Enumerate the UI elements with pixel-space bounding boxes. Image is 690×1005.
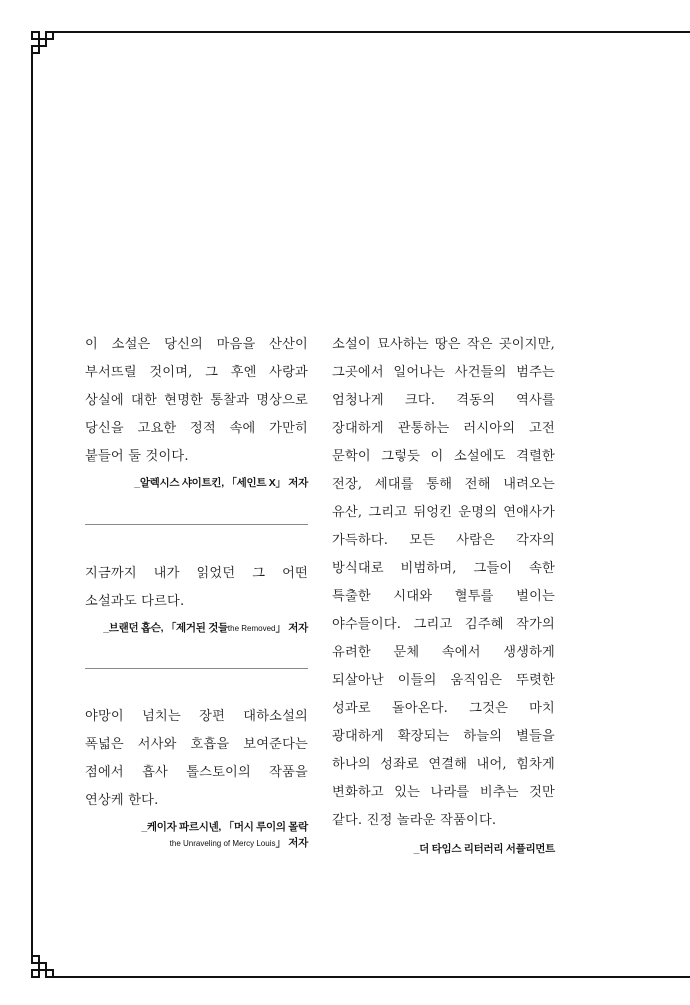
attribution-end: 」 저자 bbox=[275, 622, 308, 634]
attribution-main: _브랜던 홉슨, 「제거된 것들 bbox=[103, 622, 228, 634]
attribution-english-title: the Unraveling of Mercy Louis bbox=[169, 839, 276, 848]
quote-attribution-line-1: _케이자 파르시넨, 「머시 루이의 몰락 bbox=[141, 821, 308, 833]
separator-line-1 bbox=[85, 524, 308, 525]
left-column-quote-2 bbox=[85, 560, 308, 637]
quote-attribution: _알렉시스 샤이트킨, 「세인트 X」 저자 bbox=[134, 477, 308, 489]
separator-line-2 bbox=[85, 668, 308, 669]
right-column bbox=[332, 331, 555, 857]
frame-left-line bbox=[31, 53, 33, 958]
quote-block-3 bbox=[85, 703, 308, 852]
left-column bbox=[85, 331, 308, 491]
review-attribution: _더 타임스 리터러리 서플리먼트 bbox=[413, 843, 555, 855]
left-column-quote-3 bbox=[85, 703, 308, 852]
quote-block-2 bbox=[85, 560, 308, 637]
quote-text: 지금까지 내가 읽었던 그 어떤 소설과도 다르다. bbox=[85, 566, 308, 609]
quote-text: 야망이 넘치는 장편 대하소설의 폭넓은 서사와 호흡을 보여준다는 점에서 흡사 톨스토이의 작품을 연상케 한다. bbox=[85, 709, 308, 808]
review-text: 소설이 묘사하는 땅은 작은 곳이지만, 그곳에서 일어나는 사건들의 범주는 엄청나게 크다. 격동의 역사를 장대하게 관통하는 러시아의 고전 문학이 그렇듯 이 소설에도 격렬한 전장, 세대를 통해 전해 내려오는 유산, 그리고 뒤엉킨 운명의 연애사가 가득하다. 모든 사람은 각자의 방식대로 비범하며, 그들이 속한 특출한 시대와 혈투를 벌이는 야수들이다. 그리고 김주혜 작가의 유려한 문체 속에서 생생하게 되살아난 이들의 움직임은 뚜렷한 성과로 돌아온다. 그것은 마치 광대하게 확장되는 하늘의 별들을 하나의 성좌로 연결해 내어, 힘차게 변화하고 있는 나라를 비추는 것만 같다. 진정 놀라운 작품이다. bbox=[332, 337, 555, 828]
frame-bottom-line bbox=[53, 976, 690, 978]
review-block bbox=[332, 331, 555, 857]
quote-attribution-line-2 bbox=[85, 835, 308, 852]
frame-top-line bbox=[53, 31, 690, 33]
attribution-english-title: the Removed bbox=[227, 624, 276, 633]
quote-text: 이 소설은 당신의 마음을 산산이 부서뜨릴 것이며, 그 후엔 사랑과 상실에 대한 현명한 통찰과 명상으로 당신을 고요한 정적 속에 가만히 붙들어 둘 것이다. bbox=[85, 337, 308, 464]
quote-block-1 bbox=[85, 331, 308, 491]
quote-attribution bbox=[85, 620, 308, 637]
attribution-end: 」 저자 bbox=[275, 837, 308, 849]
